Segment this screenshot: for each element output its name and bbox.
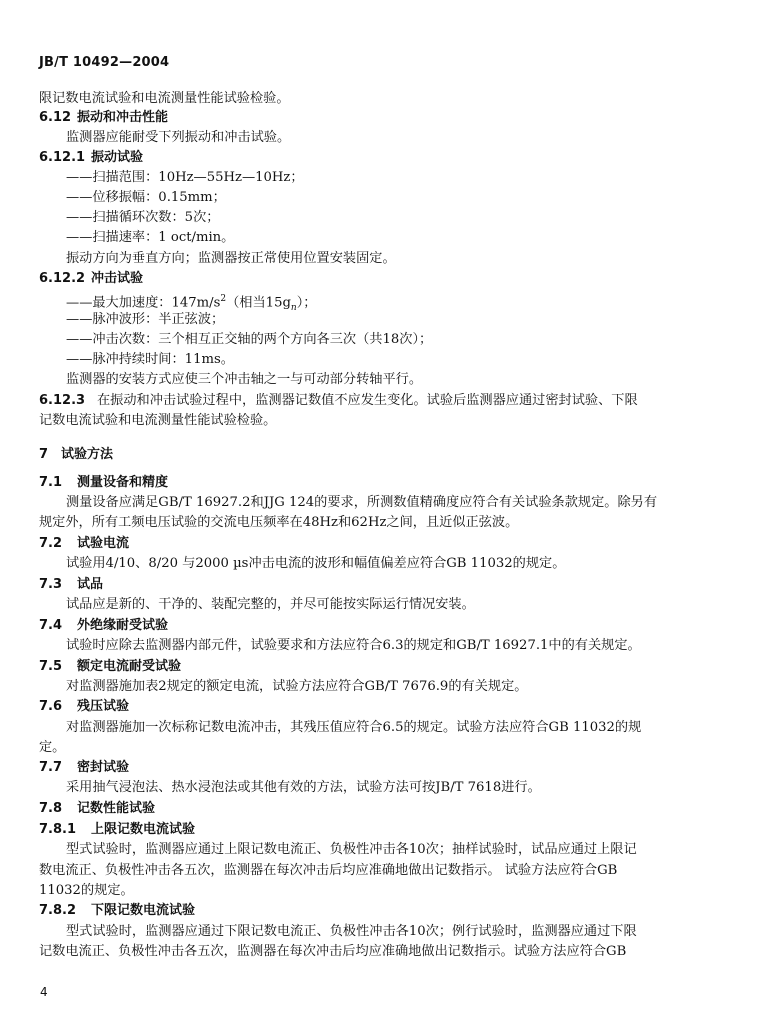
chapter-heading-7 — [39, 446, 113, 464]
text-line: 监测器的安装方式应使三个冲击轴之一与可动部分转轴平行。 — [66, 372, 423, 387]
subscript: n — [290, 303, 297, 314]
section-heading-6-12 — [39, 109, 168, 127]
section-heading-7-3 — [39, 576, 103, 594]
list-item: ——脉冲持续时间：11ms。 — [66, 352, 234, 367]
text-line: 对监测器施加一次标称记数电流冲击，其残压值应符合6.5的规定。试验方法应符合GB 11032的规 — [66, 720, 642, 735]
text-fragment: ——最大加速度：147m/s — [66, 295, 221, 311]
section-title: 试品 — [77, 577, 104, 592]
section-number: 7.4 — [39, 618, 63, 633]
text-line: 试验用4/10、8/20 与2000 µs冲击电流的波形和幅值偏差应符合GB 11032的规定。 — [66, 556, 566, 571]
section-number: 7.8.1 — [39, 822, 77, 837]
section-heading-7-4 — [39, 617, 168, 635]
page-number: 4 — [40, 985, 48, 999]
section-heading-7-8-2 — [39, 902, 195, 920]
section-title: 密封试验 — [77, 760, 130, 775]
list-item: ——扫描速率：1 oct/min。 — [66, 230, 235, 245]
section-number: 7.5 — [39, 659, 63, 674]
text-line: 定。 — [39, 740, 66, 755]
section-title: 试验方法 — [61, 447, 114, 462]
text-fragment: （相当15g — [226, 295, 291, 311]
list-item: ——位移振幅：0.15mm； — [66, 190, 226, 205]
section-number: 7.8 — [39, 801, 63, 816]
superscript: 2 — [220, 294, 227, 304]
text-fragment: ）； — [296, 295, 317, 311]
section-heading-6-12-1 — [39, 149, 143, 167]
section-heading-7-5 — [39, 658, 181, 676]
section-number: 7.7 — [39, 760, 63, 775]
section-title: 记数性能试验 — [77, 801, 156, 816]
section-number: 6.12.2 — [39, 271, 86, 286]
section-title: 额定电流耐受试验 — [77, 659, 182, 674]
section-title: 振动试验 — [91, 150, 144, 165]
section-heading-6-12-2 — [39, 270, 143, 288]
list-item: ——扫描循环次数：5次； — [66, 210, 220, 225]
section-title: 上限记数电流试验 — [91, 822, 196, 837]
section-title: 冲击试验 — [91, 271, 144, 286]
text-line: 型式试验时，监测器应通过下限记数电流正、负极性冲击各10次；例行试验时，监测器应通过下限 — [66, 924, 637, 939]
section-title: 残压试验 — [77, 699, 130, 714]
section-number: 6.12 — [39, 110, 72, 125]
text-line: 试品应是新的、干净的、装配完整的，并尽可能按实际运行情况安装。 — [66, 597, 475, 612]
list-item: ——脉冲波形：半正弦波； — [66, 312, 225, 327]
section-heading-7-7 — [39, 759, 129, 777]
section-title: 振动和冲击性能 — [77, 110, 169, 125]
text-line: 振动方向为垂直方向；监测器按正常使用位置安装固定。 — [66, 251, 396, 266]
list-item: ——扫描范围：10Hz—55Hz—10Hz； — [66, 170, 304, 185]
list-item: ——冲击次数：三个相互正交轴的两个方向各三次（共18次）； — [66, 332, 433, 347]
document-id: JB/T 10492—2004 — [39, 55, 170, 70]
text-line: 采用抽气浸泡法、热水浸泡法或其他有效的方法，试验方法可按JB/T 7618进行。 — [66, 780, 541, 795]
section-heading-7-1 — [39, 474, 168, 492]
text-fragment: 在振动和冲击试验过程中，监测器记数值不应发生变化。试验后监测器应通过密封试验、下限 — [97, 393, 638, 408]
section-number: 6.12.1 — [39, 150, 86, 165]
text-line: 型式试验时，监测器应通过上限记数电流正、负极性冲击各10次；抽样试验时，试品应通过上限记 — [66, 842, 637, 857]
section-heading-7-8 — [39, 800, 155, 818]
section-number: 7.3 — [39, 577, 63, 592]
section-heading-7-6 — [39, 698, 129, 716]
section-number: 7 — [39, 447, 49, 462]
text-line: 数电流正、负极性冲击各五次，监测器在每次冲击后均应准确地做出记数指示。 试验方法应符合GB — [39, 863, 618, 878]
section-number: 7.2 — [39, 536, 63, 551]
section-title: 下限记数电流试验 — [91, 903, 196, 918]
text-line: 监测器应能耐受下列振动和冲击试验。 — [66, 130, 291, 145]
text-line: 11032的规定。 — [39, 883, 134, 898]
text-line: 规定外，所有工频电压试验的交流电压频率在48Hz和62Hz之间，且近似正弦波。 — [39, 515, 519, 530]
section-number: 7.1 — [39, 475, 63, 490]
section-number: 7.6 — [39, 699, 63, 714]
section-title: 外绝缘耐受试验 — [77, 618, 169, 633]
section-heading-7-2 — [39, 535, 129, 553]
section-title: 测量设备和精度 — [77, 475, 169, 490]
section-6-12-3-line — [39, 392, 638, 410]
text-line: 记数电流试验和电流测量性能试验检验。 — [39, 413, 277, 428]
text-line: 记数电流正、负极性冲击各五次，监测器在每次冲击后均应准确地做出记数指示。试验方法应符合GB — [39, 944, 627, 959]
section-number: 6.12.3 — [39, 393, 86, 408]
section-heading-7-8-1 — [39, 821, 195, 839]
section-title: 试验电流 — [77, 536, 130, 551]
text-line: 测量设备应满足GB/T 16927.2和JJG 124的要求，所测数值精确度应符合有关试验条款规定。除另有 — [66, 495, 658, 510]
text-line: 试验时应除去监测器内部元件，试验要求和方法应符合6.3的规定和GB/T 16927.1中的有关规定。 — [66, 638, 641, 653]
text-line: 限记数电流试验和电流测量性能试验检验。 — [39, 91, 290, 106]
text-line: 对监测器施加表2规定的额定电流，试验方法应符合GB/T 7676.9的有关规定。 — [66, 679, 528, 694]
section-number: 7.8.2 — [39, 903, 77, 918]
